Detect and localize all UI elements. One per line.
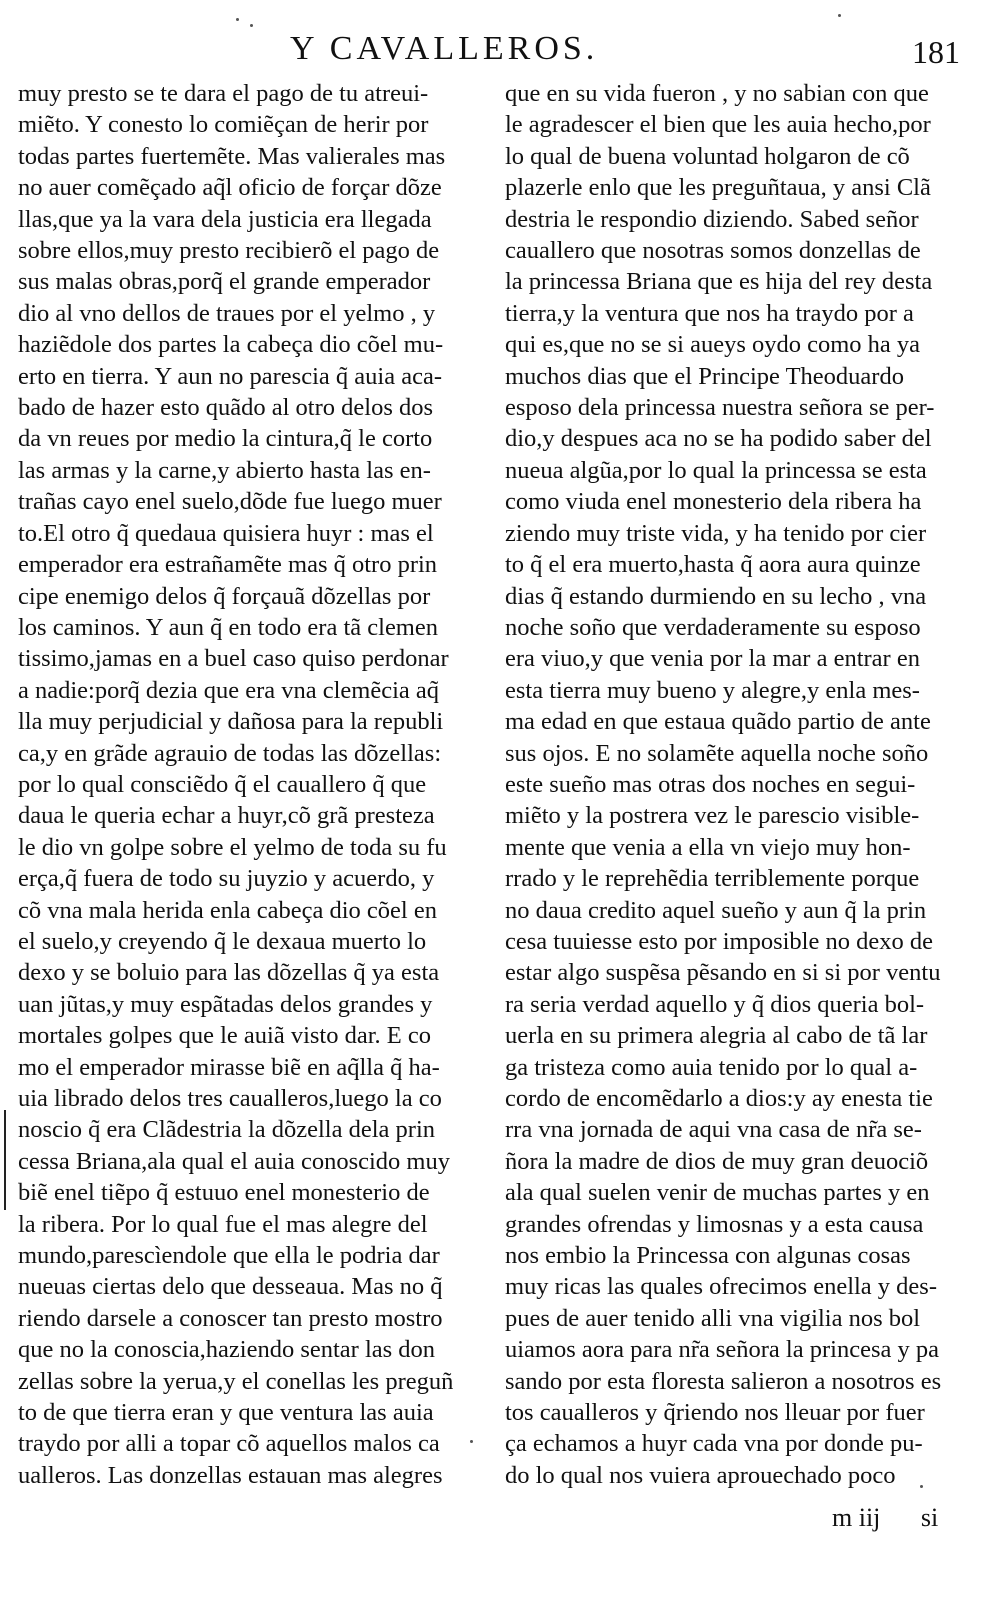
- ink-speck: [236, 18, 239, 21]
- text-line: rrado y le reprehẽdia terriblemente porque: [505, 865, 920, 893]
- text-line: emperador era estrañamẽte mas q̃ otro prin: [18, 551, 438, 579]
- signature-mark: m iij: [832, 1503, 881, 1532]
- text-line: cõ vna mala herida enla cabeça dio cõel en: [18, 896, 437, 924]
- text-line: mortales golpes que le auiã visto dar. E co: [18, 1022, 431, 1050]
- text-line: mente que venia a ella vn viejo muy hon-: [505, 833, 911, 861]
- text-line: miẽto. Y conesto lo comiẽçan de herir por: [18, 111, 429, 139]
- text-line: no auer comẽçado aq̃l oficio de forçar dõze: [18, 174, 442, 202]
- text-line: miẽto y la postrera vez le parescio visible-: [505, 802, 920, 830]
- text-line: plazerle enlo que les preguñtaua, y ansi Clã: [505, 174, 931, 202]
- page-number: 181: [912, 34, 960, 70]
- text-line: cordo de encomẽdarlo a dios:y ay enesta tie: [505, 1085, 933, 1112]
- text-line: todas partes fuertemẽte. Mas valierales mas: [18, 142, 446, 170]
- text-line: rra vna jornada de aqui vna casa de nr̃a se-: [505, 1116, 922, 1144]
- text-line: qui es,que no se si aueys oydo como ha ya: [505, 331, 921, 359]
- text-line: los caminos. Y aun q̃ en todo era tã clemen: [18, 613, 438, 641]
- text-line: daua le queria echar a huyr,cõ grã presteza: [18, 802, 435, 830]
- text-line: ra seria verdad aquello y q̃ dios queria bol-: [505, 990, 925, 1018]
- text-line: uerla en su primera alegria al cabo de tã lar: [505, 1022, 928, 1050]
- text-line: tierra,y la ventura que nos ha traydo por a: [505, 299, 914, 327]
- text-line: dio al vno dellos de traues por el yelmo , y: [18, 299, 436, 327]
- text-line: ualleros. Las donzellas estauan mas alegres: [18, 1461, 443, 1489]
- text-line: llas,que ya la vara dela justicia era llegada: [18, 205, 432, 233]
- text-line: muchos dias que el Principe Theoduardo: [505, 362, 904, 390]
- text-line: por lo qual consciẽdo q̃ el cauallero q̃ que: [18, 770, 427, 798]
- text-line: tissimo,jamas en a buel caso quiso perdonar: [18, 645, 449, 673]
- text-line: dio,y despues aca no se ha podido saber del: [505, 425, 932, 453]
- text-line: erto en tierra. Y aun no parescia q̃ auia aca-: [18, 362, 442, 390]
- text-line: sando por esta floresta salieron a nosotros es: [505, 1367, 942, 1395]
- text-line: destria le respondio diziendo. Sabed señor: [505, 205, 919, 233]
- text-line: la ribera. Por lo qual fue el mas alegre del: [18, 1210, 428, 1238]
- text-line: biẽ enel tiẽpo q̃ estuuo enel monesterio de: [18, 1179, 430, 1207]
- text-line: esposo dela princessa nuestra señora se per-: [505, 394, 935, 422]
- text-line: sobre ellos,muy presto recibierõ el pago de: [18, 237, 440, 265]
- text-line: cauallero que nosotras somos donzellas de: [505, 237, 921, 265]
- text-line: nueuas ciertas delo que desseaua. Mas no q̃: [18, 1273, 443, 1301]
- text-line: to q̃ el era muerto,hasta q̃ aora aura quinze: [505, 551, 921, 579]
- text-line: muy ricas las quales ofrecimos enella y des-: [505, 1273, 938, 1301]
- text-line: como viuda enel monesterio dela ribera ha: [505, 488, 922, 516]
- text-line: cipe enemigo delos q̃ forçauã dõzellas por: [18, 582, 431, 610]
- text-line: noche soño que verdaderamente su esposo: [505, 613, 921, 641]
- text-line: mundo,parescìendole que ella le podria dar: [18, 1242, 440, 1270]
- text-line: mo el emperador mirasse biẽ en aq̃lla q̃ ha-: [18, 1053, 440, 1081]
- text-line: el suelo,y creyendo q̃ le dexaua muerto lo: [18, 927, 427, 955]
- text-line: lo qual de buena voluntad holgaron de cõ: [505, 142, 910, 170]
- text-line: do lo qual nos vuiera aprouechado poco: [505, 1461, 896, 1489]
- text-line: la princessa Briana que es hija del rey desta: [505, 268, 933, 296]
- text-line: cessa Briana,ala qual el auia conoscido muy: [18, 1147, 450, 1175]
- text-line: sus ojos. E no solamẽte aquella noche soño: [505, 739, 929, 767]
- text-line: ma edad en que estaua quãdo partio de ante: [505, 708, 931, 736]
- text-line: nos embio la Princessa con algunas cosas: [505, 1242, 911, 1270]
- text-line: pues de auer tenido alli vna vigilia nos bol: [505, 1304, 921, 1332]
- text-line: ziendo muy triste vida, y ha tenido por cier: [505, 519, 927, 547]
- text-line: zellas sobre la yerua,y el conellas les preguñ: [18, 1367, 454, 1395]
- text-line: uan jũtas,y muy espãtadas delos grandes y: [18, 990, 433, 1018]
- text-line: riendo darsele a conoscer tan presto mostro: [18, 1304, 443, 1332]
- text-line: grandes ofrendas y limosnas y a esta causa: [505, 1210, 924, 1238]
- text-line: este sueño mas otras dos noches en segui-: [505, 770, 916, 798]
- text-line: estar algo suspẽsa pẽsando en si si por ventu: [505, 959, 941, 987]
- text-line: erça,q̃ fuera de todo su juyzio y acuerdo, y: [18, 865, 435, 893]
- text-line: traydo por alli a topar cõ aquellos malos ca: [18, 1430, 440, 1458]
- text-line: ca,y en grãde agrauio de todas las dõzellas:: [18, 739, 442, 767]
- text-line: da vn reues por medio la cintura,q̃ le corto: [18, 425, 433, 453]
- text-line: las armas y la carne,y abierto hasta las en-: [18, 456, 431, 484]
- text-line: haziẽdole dos partes la cabeça dio cõel mu-: [18, 331, 444, 359]
- text-column-right: [505, 78, 975, 1491]
- text-line: trañas cayo enel suelo,dõde fue luego muer: [18, 488, 442, 516]
- text-column-left: [18, 78, 478, 1491]
- text-line: era viuo,y que venia por la mar a entrar en: [505, 645, 920, 673]
- text-line: ñora la madre de dios de muy gran deuociõ: [505, 1147, 929, 1175]
- text-line: esta tierra muy bueno y alegre,y enla mes-: [505, 676, 920, 704]
- ink-speck: [838, 14, 841, 17]
- text-line: a nadie:porq̃ dezia que era vna clemẽcia aq̃: [18, 676, 440, 704]
- text-line: to.El otro q̃ quedaua quisiera huyr : mas el: [18, 519, 434, 547]
- text-line: que en su vida fueron , y no sabian con que: [505, 80, 929, 107]
- text-line: sus malas obras,porq̃ el grande emperador: [18, 268, 431, 296]
- running-head: Y CAVALLEROS.: [290, 30, 599, 67]
- text-line: to de que tierra eran y que ventura las auia: [18, 1399, 434, 1427]
- text-line: lla muy perjudicial y dañosa para la republi: [18, 708, 444, 736]
- text-line: que no la conoscia,haziendo sentar las don: [18, 1336, 436, 1364]
- text-line: noscio q̃ era Clãdestria la dõzella dela prin: [18, 1116, 436, 1144]
- text-line: ala qual suelen venir de muchas partes y en: [505, 1179, 930, 1207]
- text-line: ga tristeza como auia tenido por lo qual a-: [505, 1053, 918, 1081]
- catchword: si: [920, 1503, 939, 1532]
- text-line: dexo y se boluio para las dõzellas q̃ ya esta: [18, 959, 440, 987]
- text-line: tos caualleros y q̃riendo nos lleuar por fuer: [505, 1399, 925, 1427]
- text-line: muy presto se te dara el pago de tu atreui-: [18, 80, 429, 107]
- text-line: le dio vn golpe sobre el yelmo de toda su fu: [18, 833, 447, 861]
- footer-signature: [832, 1503, 938, 1533]
- text-line: le agradescer el bien que les auia hecho,por: [505, 111, 931, 139]
- ink-speck: [470, 1440, 473, 1443]
- text-line: uiamos aora para nr̃a señora la princesa y pa: [505, 1336, 939, 1364]
- margin-mark: [4, 1110, 6, 1210]
- text-line: no daua credito aquel sueño y aun q̃ la prin: [505, 896, 927, 924]
- text-line: nueua algũa,por lo qual la princessa se esta: [505, 456, 927, 484]
- ink-speck: [250, 24, 253, 27]
- text-line: cesa tuuiesse esto por imposible no dexo de: [505, 927, 933, 955]
- text-line: bado de hazer esto quãdo al otro delos dos: [18, 394, 434, 422]
- text-line: dias q̃ estando durmiendo en su lecho , vna: [505, 582, 927, 610]
- text-line: uia librado delos tres caualleros,luego la co: [18, 1085, 442, 1112]
- ink-speck: [920, 1485, 923, 1488]
- text-line: ça echamos a huyr cada vna por donde pu-: [505, 1430, 923, 1458]
